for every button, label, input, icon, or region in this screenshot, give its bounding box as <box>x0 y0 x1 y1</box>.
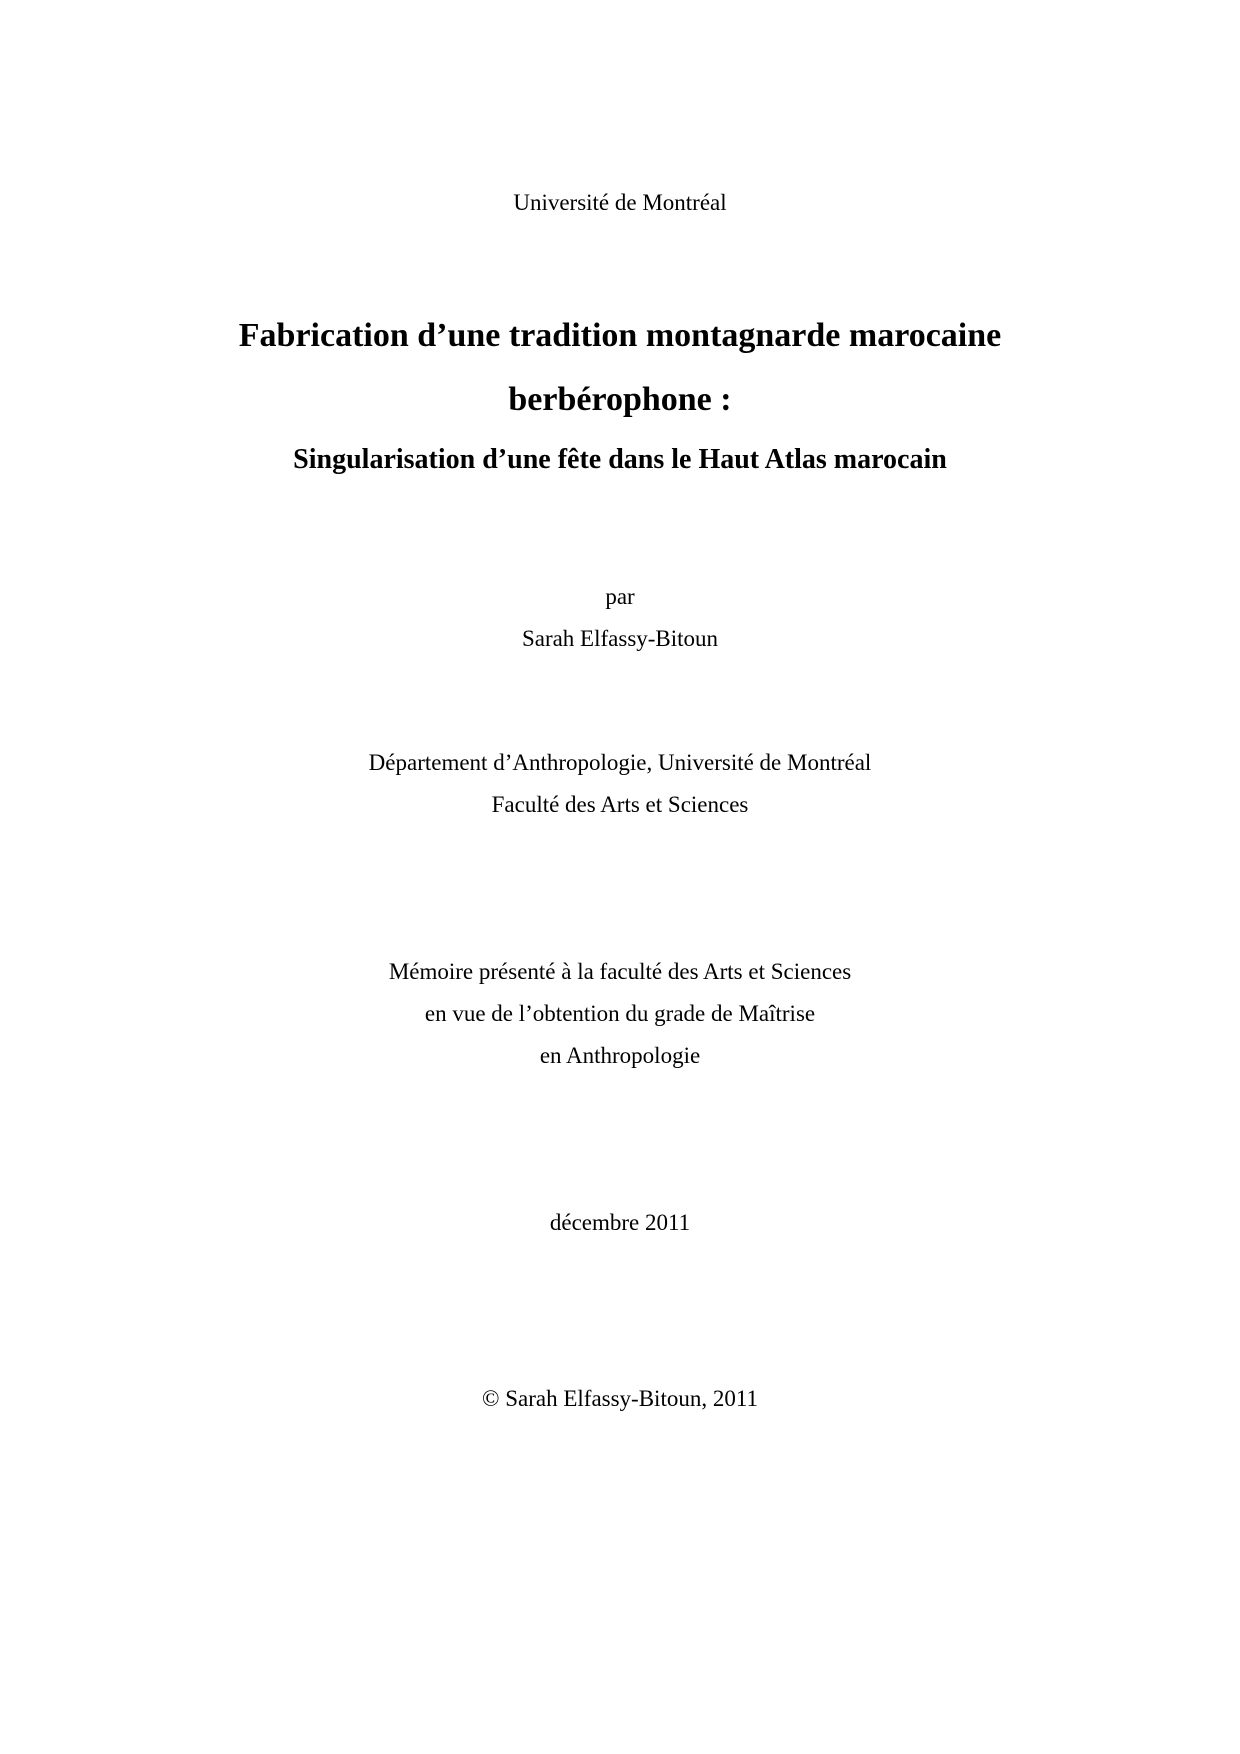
department: Département d’Anthropologie, Université de Montréal <box>368 750 872 775</box>
submission-line-1: Mémoire présenté à la faculté des Arts et Sciences <box>388 959 852 984</box>
by-label: par <box>605 584 635 609</box>
submission-line-2: en vue de l’obtention du grade de Maîtrise <box>424 1001 816 1026</box>
submission-line-3: en Anthropologie <box>539 1043 701 1068</box>
faculty: Faculté des Arts et Sciences <box>491 792 749 817</box>
author-name: Sarah Elfassy-Bitoun <box>521 626 719 651</box>
submission-date: décembre 2011 <box>549 1210 691 1235</box>
thesis-title-line-2: berbérophone : <box>508 381 732 418</box>
copyright-notice: © Sarah Elfassy-Bitoun, 2011 <box>482 1386 758 1411</box>
thesis-subtitle: Singularisation d’une fête dans le Haut Atlas marocain <box>293 444 947 475</box>
thesis-title-line-1: Fabrication d’une tradition montagnarde marocaine <box>238 317 1002 354</box>
institution-name: Université de Montréal <box>513 190 727 215</box>
